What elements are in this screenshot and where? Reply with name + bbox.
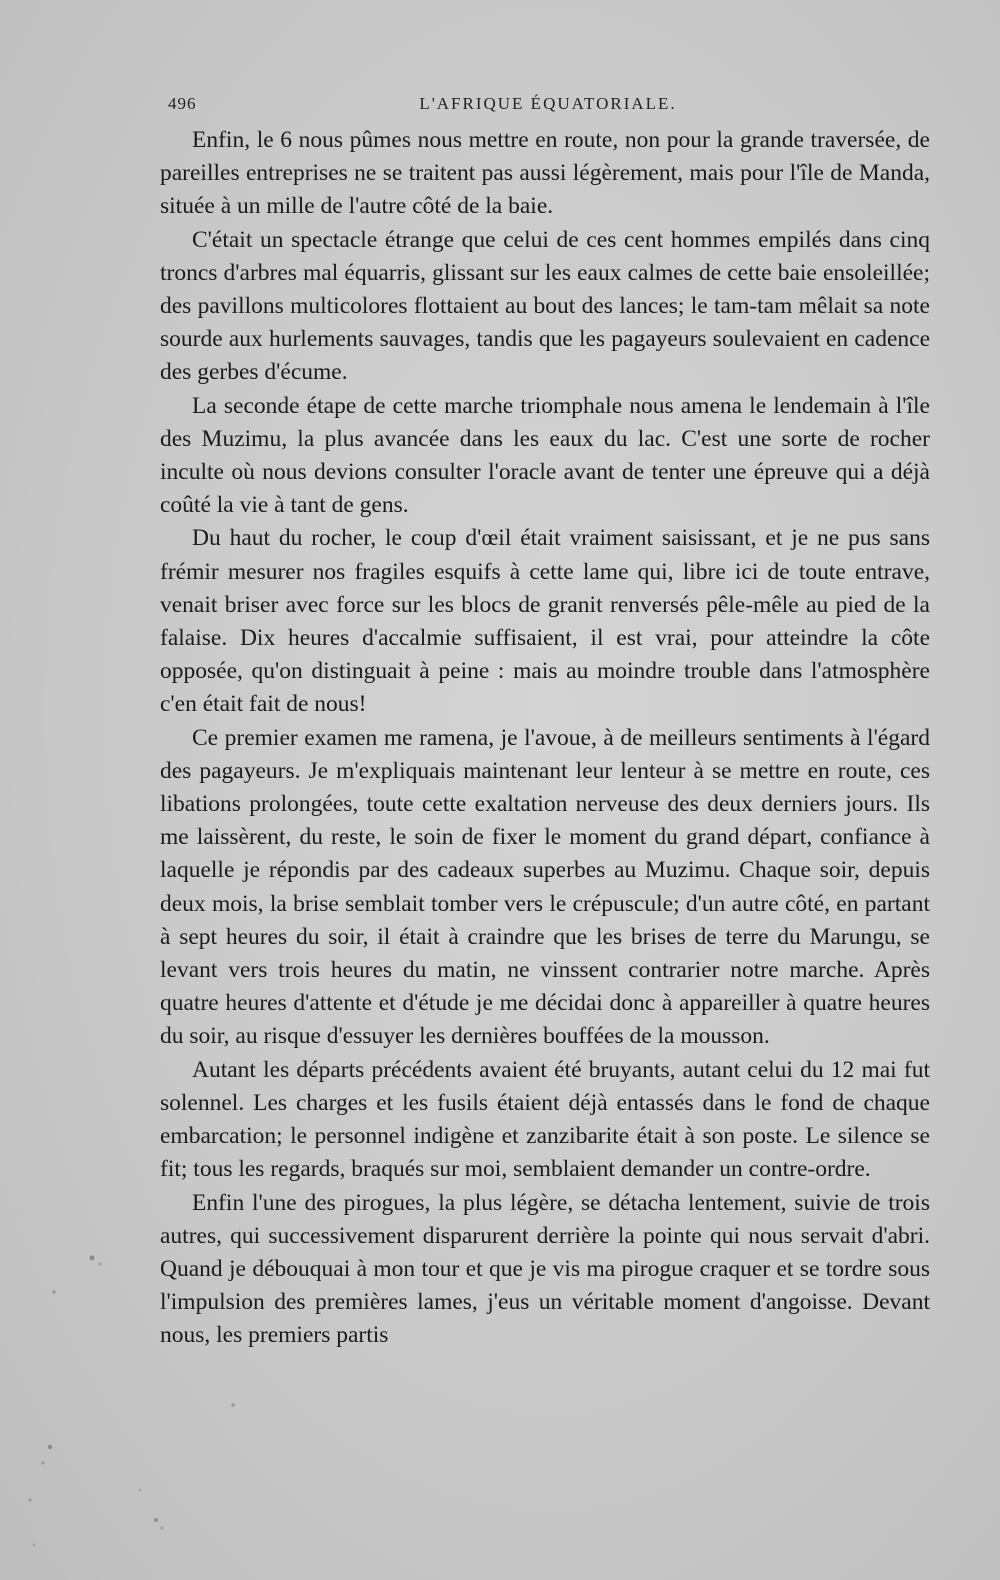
body-text bbox=[160, 124, 930, 1353]
paragraph: Enfin l'une des pirogues, la plus légère, se détacha lentement, suivie de trois autres, qui successivement disparurent derrière la pointe qui nous servait d'abri. Quand je débouquai à mon tour et que je vis ma pirogue craquer et se tordre sous l'impulsion des premières lames, j'eus un véritable moment d'angoisse. Devant nous, les premiers partis bbox=[160, 1189, 930, 1349]
running-title: L'AFRIQUE ÉQUATORIALE. bbox=[419, 94, 677, 113]
page-number: 496 bbox=[168, 94, 197, 113]
paragraph: Enfin, le 6 nous pûmes nous mettre en route, non pour la grande traversée, de pareilles entreprises ne se traitent pas aussi légèrement, mais pour l'île de Manda, située à un mille de l'autre côté de la baie. bbox=[160, 127, 930, 220]
paragraph: Ce premier examen me ramena, je l'avoue, à de meilleurs sentiments à l'égard des pagayeurs. Je m'expliquais maintenant leur lenteur à se mettre en route, ces libations prolongées, toute cette exaltation nerveuse des deux derniers jours. Ils me laissèrent, du reste, le soin de fixer le moment du grand départ, confiance à laquelle je répondis par des cadeaux superbes au Muzimu. Chaque soir, depuis deux mois, la brise semblait tomber vers le crépuscule; d'un autre côté, en partant à sept heures du soir, il était à craindre que les brises de terre du Marungu, se levant vers trois heures du matin, ne vinssent contrarier notre marche. Après quatre heures d'attente et d'étude je me décidai donc à appareiller à quatre heures du soir, au risque d'essuyer les dernières bouffées de la mousson. bbox=[160, 724, 930, 1050]
paragraph: La seconde étape de cette marche triomphale nous amena le lendemain à l'île des Muzimu, la plus avancée dans les eaux du lac. C'est une sorte de rocher inculte où nous devions consulter l'oracle avant de tenter une épreuve qui a déjà coûté la vie à tant de gens. bbox=[160, 392, 930, 519]
paragraph: Du haut du rocher, le coup d'œil était vraiment saisissant, et je ne pus sans frémir mesurer nos fragiles esquifs à cette lame qui, libre ici de toute entrave, venait briser avec force sur les blocs de granit renversés pêle-mêle au pied de la falaise. Dix heures d'accalmie suffisaient, il est vrai, pour atteindre la côte opposée, qu'on distinguait à peine : mais au moindre trouble dans l'atmosphère c'en était fait de nous! bbox=[160, 525, 930, 718]
paragraph: C'était un spectacle étrange que celui de ces cent hommes empilés dans cinq troncs d'arbres mal équarris, glissant sur les eaux calmes de cette baie ensoleillée; des pavillons multicolores flottaient au bout des lances; le tam-tam mêlait sa note sourde aux hurlements sauvages, tandis que les pagayeurs soulevaient en cadence des gerbes d'écume. bbox=[160, 226, 930, 386]
page-header bbox=[168, 90, 928, 120]
paragraph: Autant les départs précédents avaient été bruyants, autant celui du 12 mai fut solennel. Les charges et les fusils étaient déjà entassés dans le fond de chaque embarcation; le personnel indigène et zanzibarite était à son poste. Le silence se fit; tous les regards, braqués sur moi, semblaient demander un contre-ordre. bbox=[160, 1056, 930, 1183]
